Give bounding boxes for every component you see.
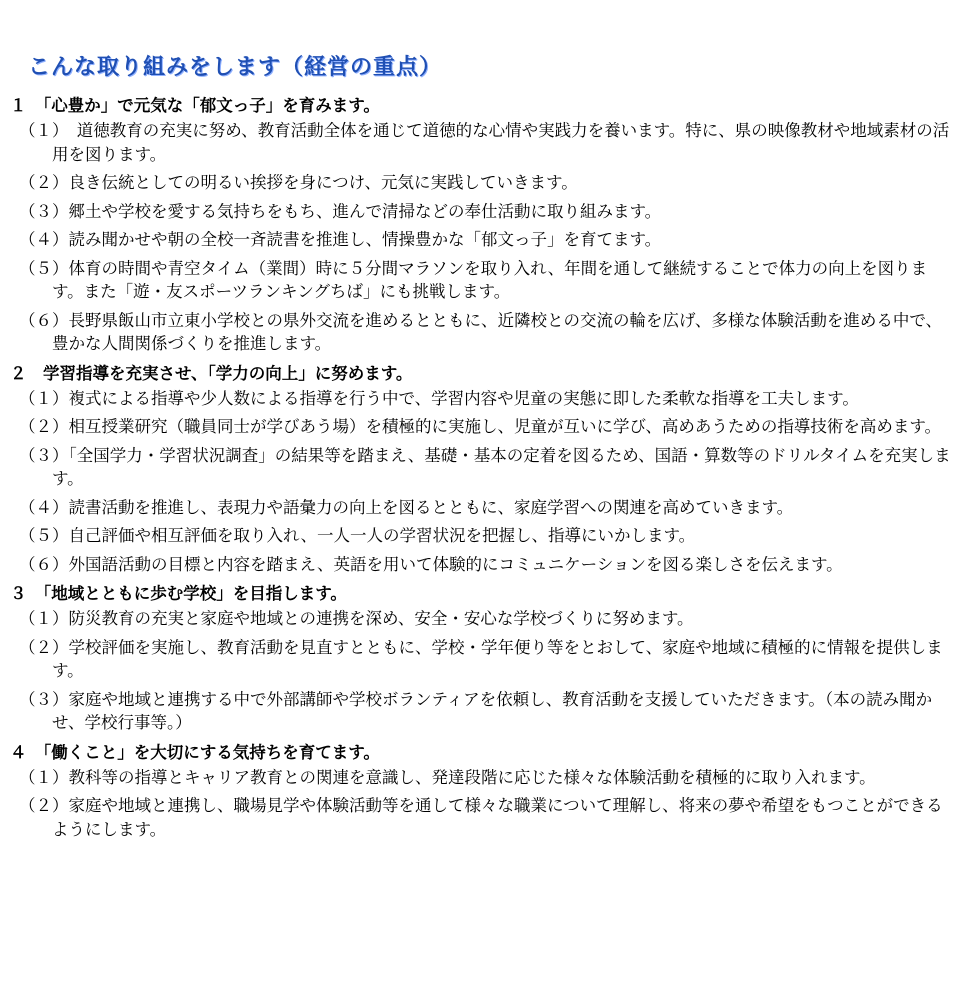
list-item: （５）自己評価や相互評価を取り入れ、一人一人の学習状況を把握し、指導にいかします。	[19, 526, 696, 545]
list-item: （６）外国語活動の目標と内容を踏まえ、英語を用いて体験的にコミュニケーションを図る楽しさを伝えます。	[19, 554, 843, 574]
list-item: （４）読書活動を推進し、表現力や語彙力の向上を図るとともに、家庭学習への関連を高めていきます。	[19, 497, 794, 517]
page-title: こんな取り組みをします（経営の重点）	[28, 55, 443, 80]
list-item: （１）教科等の指導とキャリア教育との関連を意識し、発達段階に応じた様々な体験活動を積極的に取り入れます。	[19, 767, 876, 787]
section-heading: ３ 「地域とともに歩む学校」を目指します。	[10, 584, 347, 603]
section-1	[10, 93, 955, 356]
section-3	[10, 581, 955, 735]
section-heading: ２ 学習指導を充実させ、「学力の向上」に努めます。	[10, 363, 413, 383]
list-item: （５）体育の時間や青空タイム（業間）時に５分間マラソンを取り入れ、年間を通して継続することで体力の向上を図ります。また「遊・友スポーツランキングちば」にも挑戦します。	[19, 258, 928, 301]
list-item: （４）読み聞かせや朝の全校一斉読書を推進し、情操豊かな「郁文っ子」を育てます。	[19, 230, 662, 249]
list-item: （１） 道徳教育の充実に努め、教育活動全体を通じて道徳的な心情や実践力を養います。特に、県の映像教材や地域素材の活用を図ります。	[19, 121, 950, 164]
list-item: （３）「全国学力・学習状況調査」の結果等を踏まえ、基礎・基本の定着を図るため、国語・算数等のドリルタイムを充実します。	[19, 445, 951, 488]
section-2	[10, 361, 955, 577]
list-item: （１）複式による指導や少人数による指導を行う中で、学習内容や児童の実態に即した柔軟な指導を工夫します。	[19, 388, 859, 408]
list-item: （２）相互授業研究（職員同士が学びあう場）を積極的に実施し、児童が互いに学び、高めあうための指導技術を高めます。	[19, 417, 942, 436]
section-heading: １ 「心豊か」で元気な「郁文っ子」を育みます。	[10, 96, 380, 115]
list-item: （３）家庭や地域と連携する中で外部講師や学校ボランティアを依頼し、教育活動を支援していただきます。（本の読み聞かせ、学校行事等。）	[19, 689, 933, 732]
section-heading: ４ 「働くこと」を大切にする気持ちを育てます。	[10, 742, 380, 762]
list-item: （６）長野県飯山市立東小学校との県外交流を進めるとともに、近隣校との交流の輪を広げ、多様な体験活動を進める中で、豊かな人間関係づくりを推進します。	[19, 310, 943, 353]
list-item: （２）学校評価を実施し、教育活動を見直すとともに、学校・学年便り等をとおして、家庭や地域に積極的に情報を提供します。	[19, 637, 943, 680]
section-4	[10, 740, 955, 842]
list-item: （２）家庭や地域と連携し、職場見学や体験活動等を通して様々な職業について理解し、将来の夢や希望をもつことができるようにします。	[19, 796, 943, 839]
policy-content	[10, 93, 955, 846]
list-item: （３）郷土や学校を愛する気持ちをもち、進んで清掃などの奉仕活動に取り組みます。	[19, 201, 662, 221]
list-item: （１）防災教育の充実と家庭や地域との連携を深め、安全・安心な学校づくりに努めます。	[19, 609, 694, 628]
list-item: （２）良き伝統としての明るい挨拶を身につけ、元気に実践していきます。	[19, 173, 578, 192]
